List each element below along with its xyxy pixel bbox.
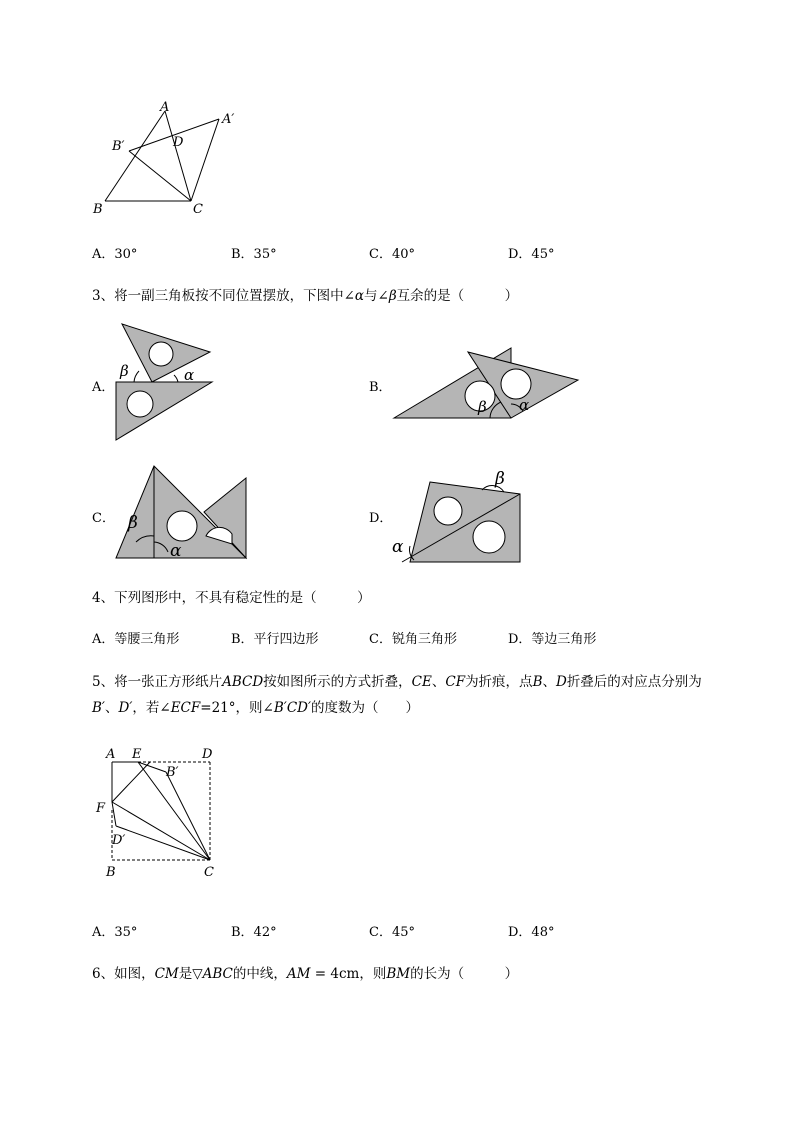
q5-ce: CE bbox=[411, 674, 432, 690]
q4-option-d[interactable]: D．等边三角形 bbox=[508, 632, 597, 647]
q3-figure-d bbox=[388, 466, 528, 566]
angle-beta-arc bbox=[134, 371, 139, 382]
q5-ecf: ECF bbox=[170, 700, 201, 716]
question-4-stem: 4、下列图形中，不具有稳定性的是（ ） bbox=[92, 590, 371, 606]
segment-AC bbox=[165, 111, 191, 201]
option-c[interactable]: C．40° bbox=[369, 247, 415, 262]
label-B: B bbox=[106, 865, 116, 880]
q5-point-b: B bbox=[532, 674, 543, 690]
q5-text: 、 bbox=[105, 700, 119, 716]
q5-option-c[interactable]: C．45° bbox=[369, 925, 415, 940]
edge-FD' bbox=[112, 802, 116, 826]
q6-text: 的中线， bbox=[232, 966, 287, 982]
question-5-line-2 bbox=[92, 696, 419, 716]
option-a[interactable]: A．30° bbox=[92, 247, 138, 262]
q6-bm: BM bbox=[386, 966, 411, 982]
q6-am: AM bbox=[286, 966, 311, 982]
q4-option-a[interactable]: A．等腰三角形 bbox=[92, 632, 180, 647]
label-D: D bbox=[173, 135, 184, 150]
q3-alpha: ∠α bbox=[343, 288, 365, 304]
q3-option-c-label[interactable]: C． bbox=[92, 511, 115, 526]
q5-abcd: ABCD bbox=[222, 674, 264, 690]
label-F: F bbox=[96, 801, 106, 816]
label-A-prime: A′ bbox=[222, 112, 235, 127]
q3-figure-c bbox=[112, 462, 252, 562]
beta-label: β bbox=[128, 513, 138, 533]
label-B-prime: B′ bbox=[112, 139, 125, 154]
label-C: C bbox=[204, 865, 214, 880]
label-E: E bbox=[132, 747, 142, 762]
q4-option-c[interactable]: C．锐角三角形 bbox=[369, 632, 457, 647]
q3-suffix: 互余的是（ ） bbox=[396, 288, 519, 304]
q5-text: 折叠后的对应点分别为 bbox=[566, 674, 702, 690]
hole-top bbox=[149, 342, 173, 366]
q3-option-b-label[interactable]: B． bbox=[369, 380, 392, 395]
q6-text: 的长为（ ） bbox=[410, 966, 519, 982]
hole-center bbox=[167, 511, 197, 541]
q5-text: 的度数为（ ） bbox=[311, 700, 420, 716]
q3-figure-a bbox=[112, 320, 216, 444]
label-D-prime: D′ bbox=[112, 833, 126, 848]
label-D: D bbox=[202, 747, 213, 762]
q6-triangle-abc: ▽ABC bbox=[192, 966, 233, 982]
q3-option-a-label[interactable]: A． bbox=[92, 380, 115, 395]
hole-bottom bbox=[127, 391, 153, 417]
q6-text: 6、如图， bbox=[92, 966, 155, 982]
q5-text: 按如图所示的方式折叠， bbox=[263, 674, 412, 690]
question-5-line-1 bbox=[92, 670, 702, 690]
q6-cm: CM bbox=[154, 966, 179, 982]
hole-bottom bbox=[473, 521, 505, 553]
alpha-label: α bbox=[184, 366, 195, 384]
question-6-stem bbox=[92, 962, 518, 982]
q4-option-b[interactable]: B．平行四边形 bbox=[231, 632, 319, 647]
beta-label: β bbox=[120, 362, 129, 380]
question-3-stem bbox=[92, 284, 518, 304]
label-B: B bbox=[93, 202, 103, 217]
q3-prefix: 3、将一副三角板按不同位置摆放，下图中 bbox=[92, 288, 344, 304]
q3-option-d-label[interactable]: D． bbox=[369, 511, 393, 526]
hole-right bbox=[501, 369, 531, 399]
figure-rotated-triangles bbox=[85, 95, 255, 225]
alpha-label: α bbox=[392, 537, 404, 557]
q5-text: 、 bbox=[542, 674, 556, 690]
label-B-prime: B′ bbox=[166, 765, 179, 780]
beta-label: β bbox=[478, 398, 487, 416]
q5-text: ，若∠ bbox=[132, 700, 171, 716]
q5-text: =21°，则∠ bbox=[200, 700, 274, 716]
q5-point-d: D bbox=[555, 674, 567, 690]
q3-figure-b bbox=[390, 344, 582, 424]
option-b[interactable]: B．35° bbox=[231, 247, 277, 262]
alpha-label: α bbox=[519, 396, 530, 414]
hole-top bbox=[434, 497, 462, 525]
label-A: A bbox=[160, 100, 170, 115]
label-A: A bbox=[106, 747, 116, 762]
q6-text: = 4cm，则 bbox=[310, 966, 387, 982]
q6-text: 是 bbox=[178, 966, 193, 982]
alpha-label: α bbox=[170, 541, 182, 561]
q5-option-d[interactable]: D．48° bbox=[508, 925, 555, 940]
q5-text: 、 bbox=[431, 674, 446, 690]
angle-alpha-arc bbox=[174, 375, 178, 382]
q5-b-prime: B′ bbox=[92, 700, 105, 716]
q5-text: 5、将一张正方形纸片 bbox=[92, 674, 223, 690]
q5-d-prime: D′ bbox=[118, 700, 133, 716]
q5-text: 为折痕，点 bbox=[465, 674, 533, 690]
q5-option-a[interactable]: A．35° bbox=[92, 925, 138, 940]
q5-figure-folded-square bbox=[92, 742, 232, 882]
beta-label: β bbox=[495, 469, 505, 489]
q5-bpcdp: B′CD′ bbox=[273, 700, 312, 716]
q3-mid: 与 bbox=[364, 288, 378, 304]
q5-option-b[interactable]: B．42° bbox=[231, 925, 277, 940]
q5-cf: CF bbox=[445, 674, 466, 690]
segment-A'C bbox=[191, 119, 219, 201]
label-C: C bbox=[193, 202, 203, 217]
q3-beta: ∠β bbox=[377, 288, 397, 304]
option-d[interactable]: D．45° bbox=[508, 247, 555, 262]
set-square-back bbox=[410, 482, 520, 562]
segment-B'C bbox=[129, 151, 191, 201]
edge-FE2 bbox=[112, 762, 150, 802]
